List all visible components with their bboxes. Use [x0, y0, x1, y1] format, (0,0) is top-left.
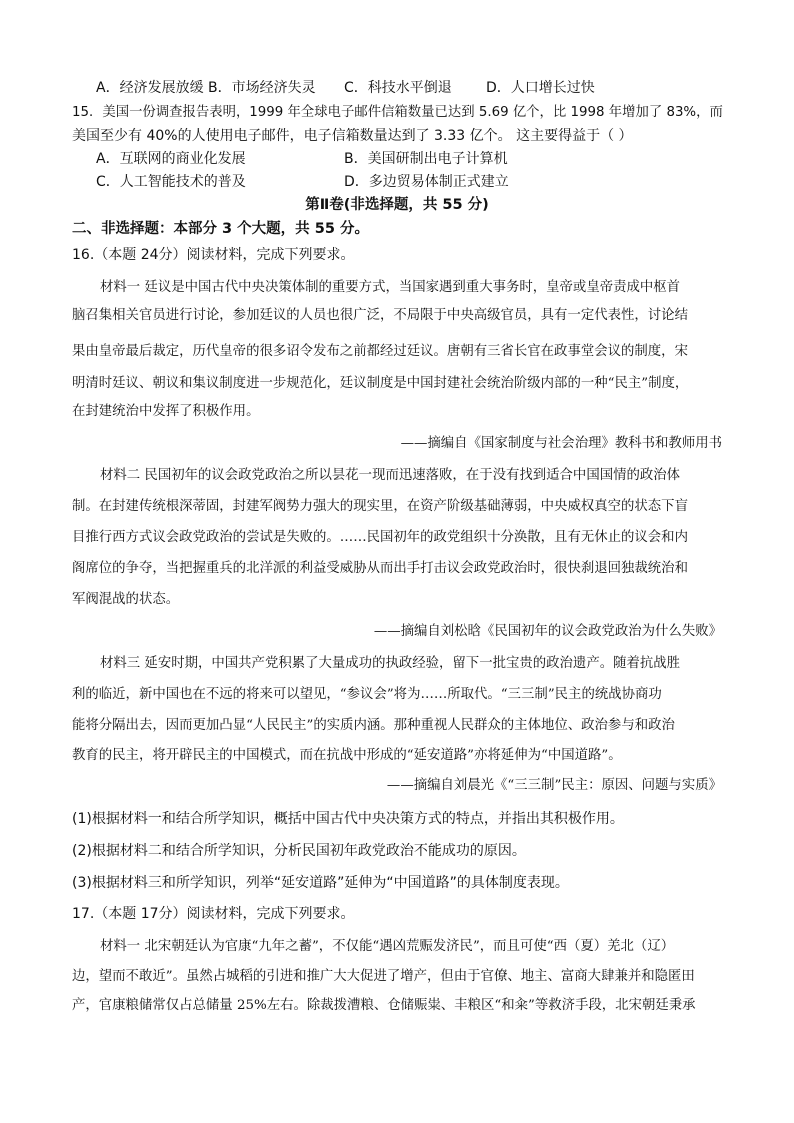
q16-sub-question: (2)根据材料二和结合所学知识，分析民国初年政党政治不能成功的原因。	[72, 843, 526, 859]
q16-source3: ——摘编自刘晨光《“三三制”民主：原因、问题与实质》	[386, 778, 722, 793]
q16-m3-line: 能将分隔出去，因而更加凸显“人民民主”的实质内涵。那种重视人民群众的主体地位、政治参与和政治	[72, 718, 675, 733]
q15-option-a: A．互联网的商业化发展	[96, 151, 246, 167]
q15-option-d: D．多边贸易体制正式建立	[344, 174, 509, 190]
q16-sub-question: (3)根据材料三和所学知识，列举“延安道路”延伸为“中国道路”的具体制度表现。	[72, 875, 569, 891]
q17-m1-line: 边，望而不敢近”。虽然占城稻的引进和推广大大促进了增产，但由于官僚、地主、富商大肆兼并和隐匿田	[72, 969, 695, 984]
q16-m3-line: 利的临近，新中国也在不远的将来可以望见，“参议会”将为……所取代。“三三制”民主的统战协商功	[72, 687, 662, 702]
q14-option-d: D．人口增长过快	[486, 80, 595, 96]
q16-m2-line: 制。在封建传统根深蒂固，封建军阀势力强大的现实里，在资产阶级基础薄弱，中央威权真空的状态下盲	[72, 499, 688, 514]
q17-header: 17.（本题 17分）阅读材料，完成下列要求。	[72, 906, 355, 922]
q16-m1-line: 脑召集相关官员进行讨论，参加廷议的人员也很广泛，不局限于中央高级官员，具有一定代表性，讨论结	[72, 308, 688, 323]
q16-m1-line: 果由皇帝最后裁定，历代皇帝的很多诏令发布之前都经过廷议。唐朝有三省长官在政事堂会议的制度，宋	[72, 344, 688, 359]
part2-title: 第Ⅱ卷(非选择题，共 55 分)	[305, 197, 489, 213]
q16-m1-line: 材料一 廷议是中国古代中央决策体制的重要方式，当国家遇到重大事务时，皇帝或皇帝责成中枢首	[100, 280, 681, 295]
q17-m1-line: 产，官康粮储常仅占总储量 25%左右。除裁拨漕粮、仓储赈粜、丰粮区“和籴”等救济手段，北宋朝廷秉承	[72, 998, 696, 1013]
q17-m1-line: 材料一 北宋朝廷认为官康“九年之蓄”，不仅能“遇凶荒赈发济民”，而且可使“西（夏）羌北（辽）	[100, 939, 675, 954]
q16-m3-line: 教育的民主，将开辟民主的中国模式，而在抗战中形成的“延安道路”亦将延伸为“中国道路”。	[72, 748, 622, 763]
q16-header: 16.（本题 24分）阅读材料，完成下列要求。	[72, 247, 355, 263]
q14-option-a: A．经济发展放缓	[96, 80, 204, 96]
q15-stem-line1: 15．美国一份调查报告表明，1999 年全球电子邮件信箱数量已达到 5.69 亿个，比 1998 年增加了 83%，而	[72, 105, 723, 120]
q15-stem-line2: 美国至少有 40%的人使用电子邮件，电子信箱数量达到了 3.33 亿个。 这主要得益于（ ）	[72, 128, 633, 144]
q16-source1: ——摘编自《国家制度与社会治理》教科书和教师用书	[400, 436, 722, 451]
q14-option-b: B．市场经济失灵	[208, 80, 316, 96]
q16-m2-line: 阁席位的争夺，当把握重兵的北洋派的利益受威胁从而出手打击议会政党政治时，很快刹退回独裁统治和	[72, 561, 688, 576]
q16-m1-line: 在封建统治中发挥了积极作用。	[72, 404, 260, 419]
q16-sub-question: (1)根据材料一和结合所学知识，概括中国古代中央决策方式的特点，并指出其积极作用。	[72, 811, 624, 827]
q15-option-b: B．美国研制出电子计算机	[344, 151, 508, 167]
section-heading: 二、非选择题：本部分 3 个大题，共 55 分。	[72, 221, 369, 237]
q16-source2: ——摘编自刘松晗《民国初年的议会政党政治为什么失败》	[373, 624, 722, 639]
q16-m3-line: 材料三 延安时期，中国共产党积累了大量成功的执政经验，留下一批宝贵的政治遗产。随着抗战胜	[100, 656, 681, 671]
q16-m2-line: 军阀混战的状态。	[72, 592, 180, 607]
q16-m2-line: 材料二 民国初年的议会政党政治之所以昙花一现而迅速落败，在于没有找到适合中国国情的政治体	[100, 468, 681, 483]
q16-m2-line: 目推行西方式议会政党政治的尝试是失败的。……民国初年的政党组织十分涣散，且有无休止的议会和内	[72, 530, 688, 545]
q16-m1-line: 明清时廷议、朝议和集议制度进一步规范化，廷议制度是中国封建社会统治阶级内部的一种“民主”制度，	[72, 376, 689, 391]
q15-option-c: C．人工智能技术的普及	[96, 174, 246, 190]
q14-option-c: C．科技水平倒退	[344, 80, 452, 96]
